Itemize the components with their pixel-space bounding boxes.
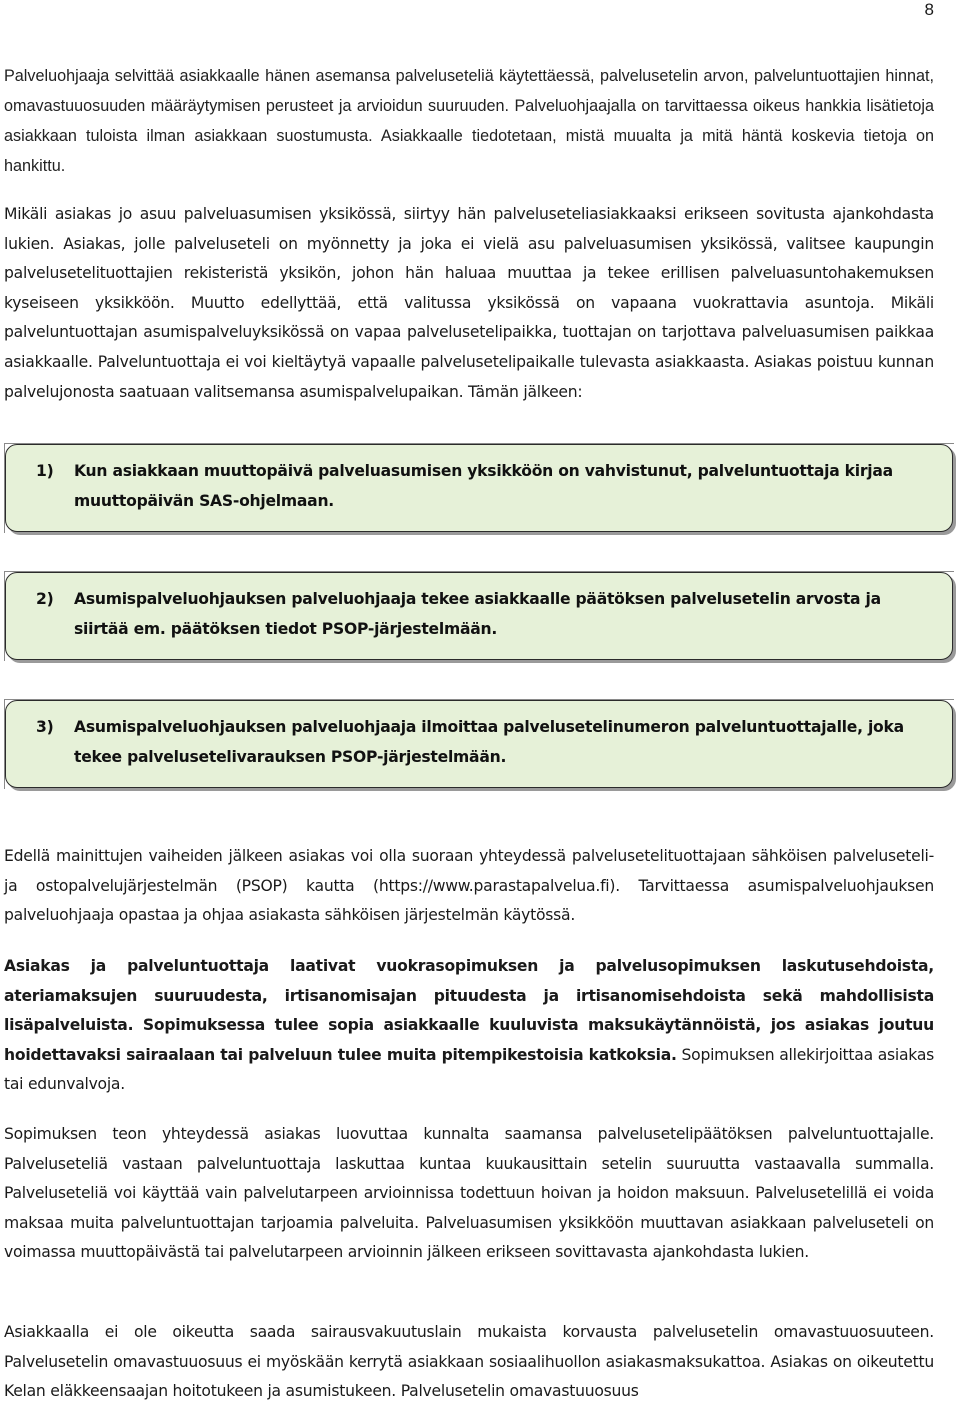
contract-signing-text: Sopimuksen allekirjoittaa asiakas tai edunvalvoja. — [4, 1045, 934, 1094]
step-box-3-frame — [5, 700, 953, 788]
paragraph-voucher-billing: Sopimuksen teon yhteydessä asiakas luovuttaa kunnalta saamansa palvelusetelipäätöksen palveluntuottajalle. Palveluseteliä vastaan palveluntuottaja laskuttaa kuntaa kuukausittain setelin suuruutta vastaavalla summalla. Palveluseteliä voi käyttää vain palvelutarpeen arvioinnissa todettuun hoivan ja hoidon maksuun. Palvelusetelillä ei voida maksaa muita palveluntuottajan tarjoamia palveluita. Palveluasumisen yksikköön muuttavan asiakkaan palveluseteli on voimassa muuttopäivästä tai palvelutarpeen arvioinnin jälkeen erikseen sovittavasta ajankohdasta lukien. — [4, 1125, 934, 1262]
step-2-text: Asumispalveluohjauksen palveluohjaaja tekee asiakkaalle päätöksen palvelusetelin arvosta ja siirtää em. päätöksen tiedot PSOP-järjestelmään. — [74, 590, 881, 638]
step-1-number: 1) — [36, 462, 54, 480]
paragraph-service-guidance: Palveluohjaaja selvittää asiakkaalle hänen asemansa palveluseteliä käytettäessä, palvelusetelin arvon, palveluntuottajien hinnat, omavastuuosuuden määräytymisen perusteet ja arvioidun suuruuden. Palveluohjaajalla on tarvittaessa oikeus hankkia lisätietoja asiakkaan tuloista ilman asiakkaan suostumusta. Asiakkaalle tiedotetaan, mistä muualta ja mitä häntä koskevia tietoja on hankittu. — [4, 67, 934, 175]
step-3-number: 3) — [36, 718, 54, 736]
step-box-2-frame — [5, 572, 953, 660]
paragraph-psop-contact: Edellä mainittujen vaiheiden jälkeen asiakas voi olla suoraan yhteydessä palvelusetelituottajaan sähköisen palveluseteli- ja ostopalvelujärjestelmän (PSOP) kautta (https://www.parastapalvelua.fi). Tarvittaessa asumispalveluohjauksen palveluohjaaja opastaa ja ohjaa asiakasta sähköisen järjestelmän käytössä. — [4, 847, 934, 925]
step-3-text: Asumispalveluohjauksen palveluohjaaja ilmoittaa palvelusetelinumeron palveluntuottajalle, joka tekee palvelusetelivarauksen PSOP-järjestelmään. — [74, 718, 904, 766]
paragraph-contract — [4, 952, 934, 1100]
step-box-1 — [4, 443, 954, 533]
contract-bold-text: Asiakas ja palveluntuottaja laativat vuokrasopimuksen ja palvelusopimuksen laskutusehdoista, ateriamaksujen suuruudesta, irtisanomisajan pituudesta ja irtisanomisehdoista sekä mahdollisista lisäpalveluista. Sopimuksessa tulee sopia asiakkaalle kuuluvista maksukäytännöistä, jos asiakas joutuu hoidettavaksi sairaalaan tai palveluun tulee muita pitempikestoisia katkoksia. — [4, 957, 934, 1064]
step-box-3 — [4, 699, 954, 789]
paragraph-moving-procedure: Mikäli asiakas jo asuu palveluasumisen yksikössä, siirtyy hän palveluseteliasiakkaaksi erikseen sovitusta ajankohdasta lukien. Asiakas, jolle palveluseteli on myönnetty ja joka ei vielä asu palveluasumisen yksikössä, valitsee kaupungin palvelusetelituottajien rekisteristä yksikön, johon hän haluaa muuttaa ja tekee erillisen palveluasuntohakemuksen kyseiseen yksikköön. Muutto edellyttää, että valitussa yksikössä on vapaana vuokrattavia asuntoja. Mikäli palveluntuottajan asumispalveluyksikössä on vapaa palvelusetelipaikka, tuottajan on tarjottava palveluasumisen paikkaa asiakkaalle. Palveluntuottaja ei voi kieltäytyä vapaalle palvelusetelipaikalle tulevasta asiakkaasta. Asiakas poistuu kunnan palvelujonosta saatuaan valitsemansa asumispalvelupaikan. Tämän jälkeen: — [4, 205, 934, 401]
paragraph-deductible: Asiakkaalla ei ole oikeutta saada sairausvakuutuslain mukaista korvausta palvelusetelin omavastuuosuuteen. Palvelusetelin omavastuuosuus ei myöskään kerrytä asiakkaan sosiaalihuollon asiakasmaksukattoa. Asiakas on oikeutettu Kelan eläkkeensaajan hoitotukeen ja asumistukeen. Palvelusetelin omavastuuosuus — [4, 1323, 934, 1401]
step-box-1-frame — [5, 444, 953, 532]
step-1-text: Kun asiakkaan muuttopäivä palveluasumisen yksikköön on vahvistunut, palveluntuottaja kirjaa muuttopäivän SAS-ohjelmaan. — [74, 462, 893, 510]
page-number: 8 — [924, 0, 934, 19]
step-box-2 — [4, 571, 954, 661]
step-2-number: 2) — [36, 590, 54, 608]
